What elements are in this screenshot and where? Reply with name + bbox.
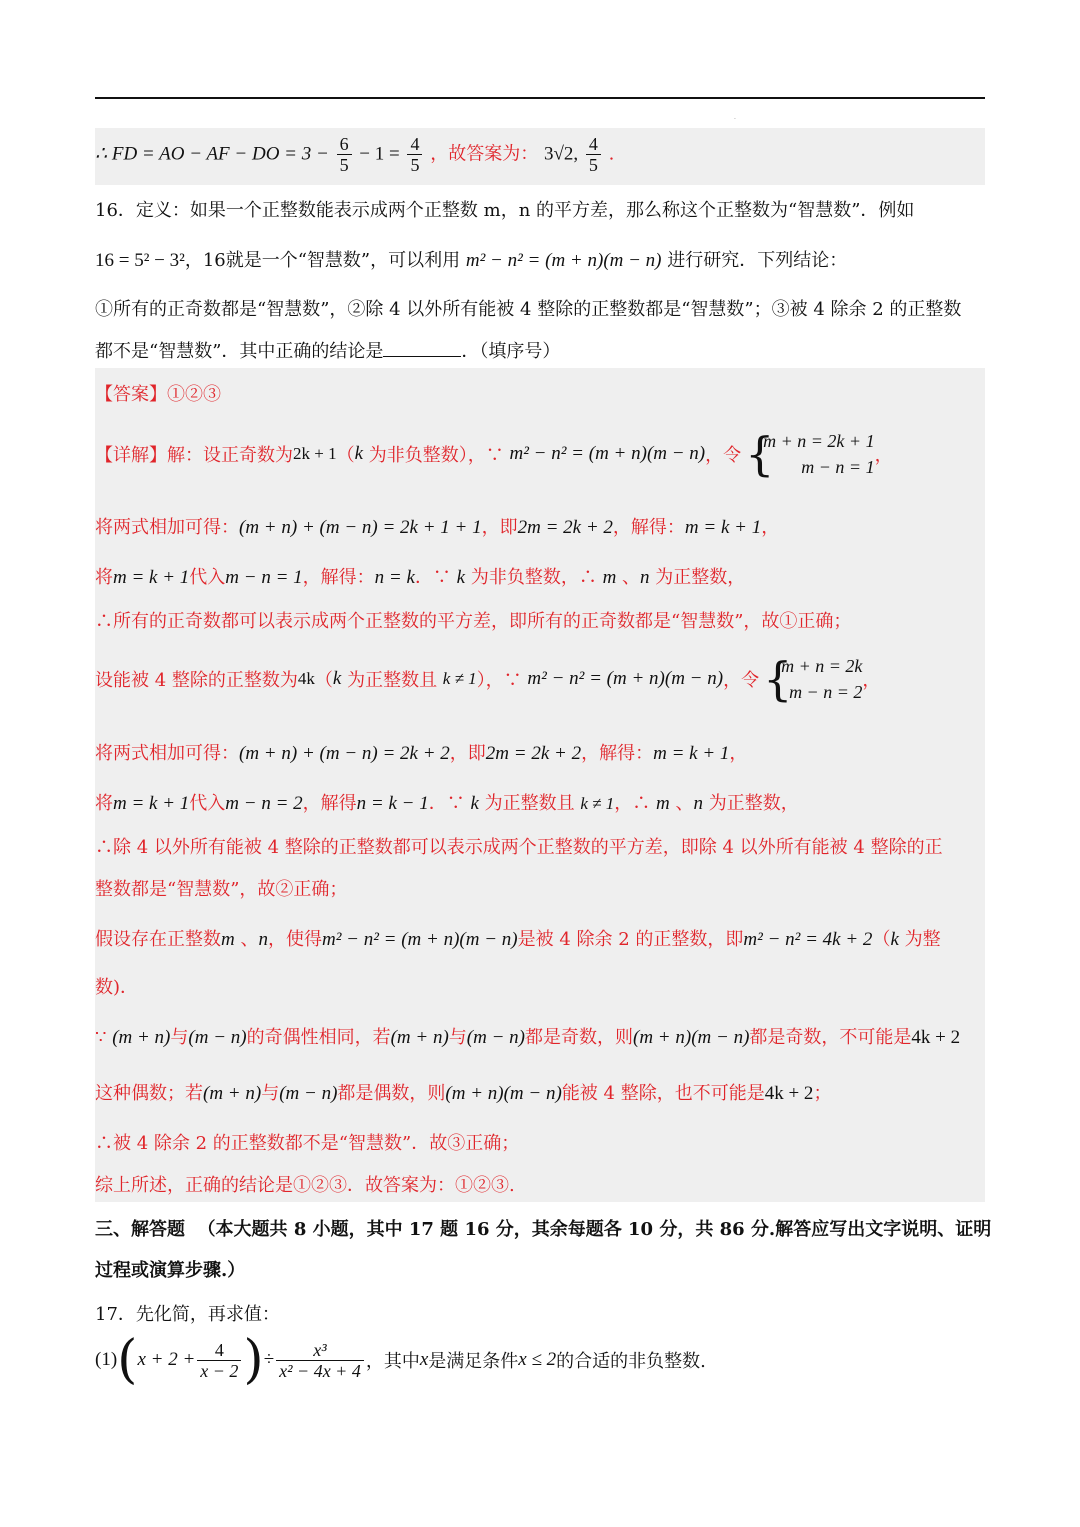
math-expr: k	[890, 929, 899, 950]
math-expr: m − n = 1	[225, 567, 303, 588]
q16-line4	[95, 337, 985, 363]
detail-text: 为正整数且	[478, 793, 581, 814]
header-rule	[95, 97, 985, 99]
math-expr: (m + n)(m − n)	[445, 1083, 562, 1104]
detail-text: 设能被 4 整除的正整数为	[95, 670, 298, 691]
section3-line2: 过程或演算步骤.）	[95, 1260, 246, 1281]
detail-text: ，解得：	[302, 567, 375, 588]
answer-label: 【答案】①②③	[95, 384, 221, 405]
detail-text: 都是偶数，则	[337, 1083, 446, 1104]
math-expr: m − n = 2	[225, 793, 303, 814]
math-expr: 4k + 2	[764, 1083, 814, 1104]
math-expr: n	[640, 567, 650, 588]
frac-den: 5	[337, 154, 352, 175]
detail-text: ，解得	[302, 793, 357, 814]
detail-text: ，即	[449, 743, 486, 764]
detail-line6	[95, 739, 985, 765]
math-expr: k ≠ 1	[580, 794, 615, 813]
math-expr: x ≤ 2	[518, 1349, 557, 1370]
q17-part-label: (1)	[95, 1349, 118, 1370]
fraction-4-5	[407, 134, 422, 175]
detail-text: ，解得：	[612, 517, 685, 538]
prev-answer-end: .	[608, 143, 615, 165]
system-row: m + n = 2k	[781, 656, 863, 676]
prev-solution-line	[95, 134, 985, 175]
detail-line4: ∴所有的正奇数都可以表示成两个正整数的平方差，即所有的正奇数都是“智慧数”，故①正确；	[95, 611, 852, 632]
prev-answer-value: 3√2,	[543, 143, 579, 165]
section3-instructions: （本大题共 8 小题，其中 17 题 16 分，其余每题各 10 分，共 86 分.解答应写出文字说明、证明	[197, 1219, 992, 1240]
detail-text: ，使得	[267, 929, 322, 950]
math-expr: m	[221, 929, 235, 950]
math-expr: x	[419, 1349, 429, 1370]
detail-text: ，令	[723, 670, 760, 691]
math-expr: (m + n)	[112, 1027, 171, 1048]
detail-line14: ∴被 4 除余 2 的正整数都不是“智慧数”．故③正确；	[95, 1133, 520, 1154]
math-expr: (m + n)	[390, 1027, 449, 1048]
frac-den: x² − 4x + 4	[276, 1360, 364, 1381]
equation-system-1	[745, 428, 874, 480]
detail-text: ，其中	[365, 1351, 420, 1372]
detail-text: 是被 4 除余 2 的正整数，即	[517, 929, 744, 950]
detail-text: ；	[813, 1083, 832, 1104]
detail-text: 将两式相加可得：	[95, 517, 239, 538]
detail-text: 、	[669, 793, 694, 814]
math-expr: (m − n)	[279, 1083, 338, 1104]
math-expr: m² − n² = (m + n)(m − n)	[527, 668, 724, 689]
fraction-4-over-x-2	[197, 1340, 241, 1381]
detail-text: 、	[616, 567, 641, 588]
math-expr: m	[656, 793, 670, 814]
detail-line11: 数)．	[95, 977, 139, 998]
q16-line3: ①所有的正奇数都是“智慧数”，②除 4 以外所有能被 4 整除的正整数都是“智慧数”；③被 4 除余 2 的正整数	[95, 299, 962, 320]
frac-den: 5	[586, 154, 601, 175]
math-expr: 2m = 2k + 2	[485, 743, 582, 764]
detail-comma: ，	[874, 445, 893, 466]
answer-shade	[95, 368, 985, 1202]
detail-text: （	[872, 929, 891, 950]
right-paren-icon: )	[243, 1330, 264, 1390]
math-expr: m² − n² = (m + n)(m − n)	[321, 929, 518, 950]
detail-line12	[95, 1023, 985, 1049]
detail-line13	[95, 1079, 985, 1105]
detail-line3	[95, 563, 985, 589]
math-expr: (m + n)	[203, 1083, 262, 1104]
fraction-4-5-answer	[586, 134, 601, 175]
frac-num: 6	[339, 134, 349, 154]
detail-let: ，令	[705, 445, 742, 466]
detail-text: ，即	[481, 517, 518, 538]
system-row: m − n = 1	[801, 457, 875, 477]
math-expr: m = k + 1	[113, 567, 190, 588]
detail-text: 为非负整数），∵	[363, 445, 510, 466]
left-brace-icon: {	[763, 652, 793, 706]
system-row: m − n = 2	[789, 682, 863, 702]
q17-title: 17．先化简，再求值：	[95, 1304, 280, 1325]
detail-intro: 【详解】解：设正奇数为	[95, 445, 293, 466]
detail-line9: 整数都是“智慧数”，故②正确；	[95, 879, 348, 900]
math-expr: m = k + 1	[113, 793, 190, 814]
detail-line5	[95, 653, 985, 709]
detail-text: 是满足条件	[428, 1351, 519, 1372]
detail-text: 为整	[898, 929, 941, 950]
detail-text: ，∴	[614, 793, 656, 814]
divide-sign: ÷	[263, 1349, 275, 1370]
paren-open: （	[336, 445, 355, 466]
math-expr: m² − n² = 4k + 2	[743, 929, 873, 950]
detail-text: 将两式相加可得：	[95, 743, 239, 764]
math-expr: n = k	[374, 567, 415, 588]
detail-text: 与	[170, 1027, 189, 1048]
detail-text: 的合适的非负整数.	[556, 1351, 706, 1372]
detail-text: 将	[95, 567, 113, 588]
prev-answer-text: ，故答案为：	[430, 143, 539, 165]
math-expr: n	[258, 929, 268, 950]
detail-text: 与	[261, 1083, 280, 1104]
detail-line1	[95, 428, 985, 484]
detail-text: 代入	[189, 567, 226, 588]
frac-den: x − 2	[197, 1360, 241, 1381]
q16-line4-text: 都不是“智慧数”．其中正确的结论是	[95, 341, 384, 362]
q16-line2-tail: 进行研究．下列结论：	[661, 250, 848, 271]
detail-text: 为非负整数，∴	[465, 567, 603, 588]
frac-num: x³	[313, 1339, 327, 1360]
prev-solution-lead: ∴ FD = AO − AF − DO = 3 −	[95, 143, 329, 165]
math-expr: k ≠ 1	[442, 669, 477, 688]
math-expr: (m + n) + (m − n) = 2k + 2	[239, 743, 450, 764]
detail-text: 都是奇数，不可能是	[749, 1027, 912, 1048]
prev-solution-mid: − 1 =	[359, 143, 400, 165]
section3-heading: 三、解答题	[95, 1219, 185, 1240]
detail-text: （	[314, 670, 333, 691]
system-row: m + n = 2k + 1	[763, 431, 875, 451]
detail-text: 代入	[189, 793, 226, 814]
detail-text: ．∵	[428, 793, 471, 814]
fraction-6-5	[337, 134, 352, 175]
detail-text: 为正整数，	[702, 793, 799, 814]
detail-text: 为正整数且	[341, 670, 443, 691]
q16-formula: m² − n² = (m + n)(m − n)	[465, 250, 662, 271]
fraction-x3-over-poly	[276, 1340, 364, 1381]
detail-text: ∵	[95, 1027, 113, 1048]
section3-line1	[95, 1215, 992, 1241]
detail-text: 的奇偶性相同，若	[246, 1027, 391, 1048]
detail-line2	[95, 513, 985, 539]
math-expr: (m − n)	[188, 1027, 247, 1048]
detail-text: 能被 4 整除，也不可能是	[561, 1083, 765, 1104]
frac-den: 5	[407, 154, 422, 175]
q16-line4-tail: ．（填序号）	[461, 341, 561, 362]
math-expr: m = k + 1	[684, 517, 762, 538]
math-expr: k	[332, 668, 342, 689]
frac-num: 4	[410, 134, 420, 154]
frac-num: 4	[214, 1339, 224, 1360]
math-expr: k	[470, 793, 479, 814]
detail-comma: ，	[862, 670, 881, 691]
q16-line1: 16．定义：如果一个正整数能表示成两个正整数 m，n 的平方差，那么称这个正整数为“智慧数”．例如	[95, 200, 915, 221]
math-expr: 4k	[297, 669, 315, 688]
math-expr: (m + n) + (m − n) = 2k + 1 + 1	[239, 517, 482, 538]
q16-line2-text: ，16就是一个“智慧数”，可以利用	[184, 250, 466, 271]
var-k: k	[354, 443, 364, 464]
detail-line10	[95, 925, 985, 951]
detail-line15: 综上所述，正确的结论是①②③．故答案为：①②③.	[95, 1175, 515, 1196]
detail-line7	[95, 789, 985, 815]
math-expr: 4k + 2	[911, 1027, 961, 1048]
detail-text: ．∵	[414, 567, 457, 588]
detail-text: ，	[729, 743, 748, 764]
math-expr: (m − n)	[466, 1027, 525, 1048]
detail-text: ，	[761, 517, 780, 538]
math-expr: k	[456, 567, 466, 588]
frac-num: 4	[588, 134, 598, 154]
q16-line2	[95, 246, 985, 272]
math-expr: n	[693, 793, 703, 814]
header-mark: .	[734, 114, 736, 121]
detail-text: ，解得：	[581, 743, 654, 764]
detail-text: 为正整数，	[649, 567, 746, 588]
expr-2k1: 2k + 1	[293, 444, 337, 463]
detail-text: 、	[234, 929, 259, 950]
math-expr: 2m = 2k + 2	[517, 517, 613, 538]
detail-text: 这种偶数；若	[95, 1083, 203, 1104]
math-expr: n = k − 1	[356, 793, 429, 814]
detail-text: 都是奇数，则	[525, 1027, 633, 1048]
math-expr: m = k + 1	[653, 743, 730, 764]
detail-text: 与	[448, 1027, 467, 1048]
detail-text: ），∵	[476, 670, 528, 691]
left-paren-icon: (	[117, 1330, 138, 1390]
math-expr: x + 2 +	[137, 1349, 196, 1370]
answer-blank	[383, 342, 461, 357]
math-expr: (m + n)(m − n)	[633, 1027, 750, 1048]
detail-text: 假设存在正整数	[95, 929, 221, 950]
detail-text: 将	[95, 793, 113, 814]
math-expr: m	[602, 567, 617, 588]
formula-diff-squares: m² − n² = (m + n)(m − n)	[509, 443, 706, 464]
q17-part1	[95, 1330, 985, 1393]
left-brace-icon: {	[745, 427, 775, 481]
detail-line8: ∴除 4 以外所有能被 4 整除的正整数都可以表示成两个正整数的平方差，即除 4 以外所有能被 4 整除的正	[95, 837, 943, 858]
equation-system-2	[763, 653, 862, 705]
q16-example: 16 = 5² − 3²	[95, 250, 185, 271]
